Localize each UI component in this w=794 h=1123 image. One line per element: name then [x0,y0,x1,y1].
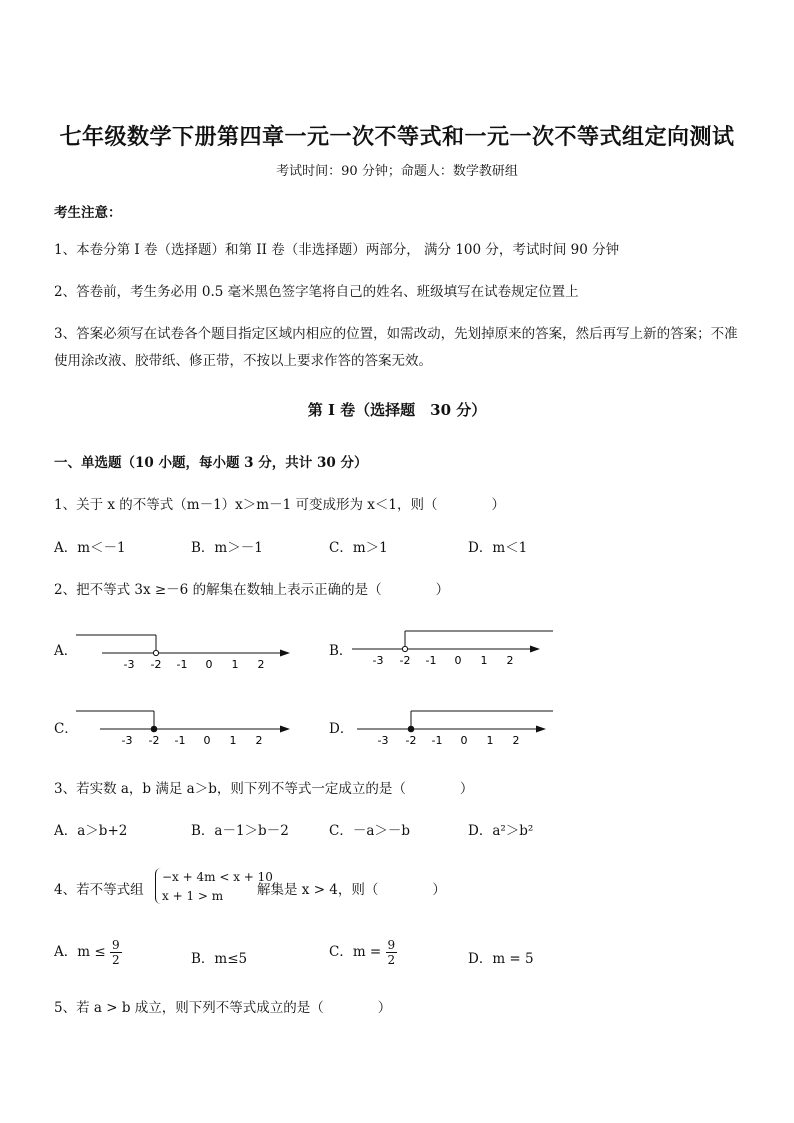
tick-label: 0 [203,734,211,747]
tick-label: -3 [377,734,389,747]
page-subtitle: 考试时间：90 分钟；命题人：数学教研组 [276,164,518,179]
q1-option-d[interactable]: D．m＜1 [468,540,528,556]
q1-option-b[interactable]: B．m＞－1 [191,540,263,556]
question-5-stem: 5、若 a > b 成立，则下列不等式成立的是（ ） [54,1000,392,1016]
system-line-2: x + 1 > m [162,889,224,903]
tick-label: 0 [205,658,213,671]
q4-option-d[interactable]: D．m = 5 [468,951,534,967]
tick-label: -3 [121,734,133,747]
section-title: 第 I 卷（选择题 30 分） [307,401,487,419]
q4-option-c-label: C．m = [329,944,382,960]
q2-option-c[interactable]: C． [54,721,78,737]
tick-label: 1 [486,734,494,747]
fraction-denominator: 2 [387,953,396,967]
tick-label: -1 [176,658,188,671]
fraction-numerator: 9 [387,938,396,952]
system-line-1: −x + 4m < x + 10 [162,870,273,884]
q1-option-c[interactable]: C．m＞1 [329,540,388,556]
number-line-c [74,704,294,748]
tick-label: -3 [123,658,135,671]
page-title: 七年级数学下册第四章一元一次不等式和一元一次不等式组定向测试 [59,124,735,150]
q2-option-a[interactable]: A． [54,643,78,659]
number-line-d [355,704,560,748]
tick-label: -1 [174,734,186,747]
q4-option-b[interactable]: B．m≤5 [191,951,248,967]
q3-option-a[interactable]: A．a＞b+2 [54,823,128,839]
number-line-a [74,628,294,672]
tick-label: 0 [454,654,462,667]
q3-option-b[interactable]: B．a－1＞b－2 [191,823,289,839]
tick-label: 0 [460,734,468,747]
question-3-stem: 3、若实数 a，b 满足 a＞b，则下列不等式一定成立的是（ ） [54,781,474,797]
left-brace [155,868,162,904]
tick-label: -2 [150,658,162,671]
fraction-numerator: 9 [111,938,120,952]
q3-option-c[interactable]: C．－a＞－b [329,823,411,839]
notice-item-3: 3、答案必须写在试卷各个题目指定区域内相应的位置，如需改动，先划掉原来的答案，然后再写上新的答案；不准使用涂改液、胶带纸、修正带，不按以上要求作答的答案无效。 [54,326,738,369]
question-1-stem: 1、关于 x 的不等式（m－1）x＞m－1 可变成形为 x＜1，则（ ） [54,497,505,513]
notice-item-1: 1、本卷分第 I 卷（选择题）和第 II 卷（非选择题）两部分， 满分 100 分，考试时间 90 分钟 [54,242,620,258]
tick-label: -1 [431,734,443,747]
tick-label: 2 [512,734,520,747]
notice-heading: 考生注意： [54,205,122,221]
tick-label: -2 [148,734,160,747]
tick-label: 2 [506,654,514,667]
fraction-denominator: 2 [111,953,120,967]
tick-label: 1 [231,658,239,671]
q2-option-d[interactable]: D． [329,721,354,737]
q1-option-a[interactable]: A．m＜－1 [54,540,126,556]
tick-label: -2 [399,654,411,667]
question-4-suffix: 解集是 x > 4，则（ ） [257,882,446,898]
tick-label: 2 [255,734,263,747]
tick-label: 1 [480,654,488,667]
fraction [386,938,398,967]
tick-label: -2 [405,734,417,747]
q3-option-d[interactable]: D．a²＞b² [468,823,534,839]
question-2-stem: 2、把不等式 3x ≥－6 的解集在数轴上表示正确的是（ ） [54,582,450,598]
tick-label: 1 [229,734,237,747]
q4-option-a-label: A．m ≤ [54,944,106,960]
tick-label: -1 [425,654,437,667]
tick-label: 2 [257,658,265,671]
part-heading: 一、单选题（10 小题，每小题 3 分，共计 30 分） [54,455,368,471]
notice-item-2: 2、答卷前，考生务必用 0.5 毫米黑色签字笔将自己的姓名、班级填写在试卷规定位置上 [54,284,579,300]
question-4-prefix: 4、若不等式组 [54,882,144,898]
q2-option-b[interactable]: B． [329,643,353,659]
q4-option-a[interactable] [54,938,122,967]
number-line-b [350,624,560,668]
fraction [110,938,122,967]
tick-label: -3 [372,654,384,667]
q4-option-c[interactable] [329,938,397,967]
